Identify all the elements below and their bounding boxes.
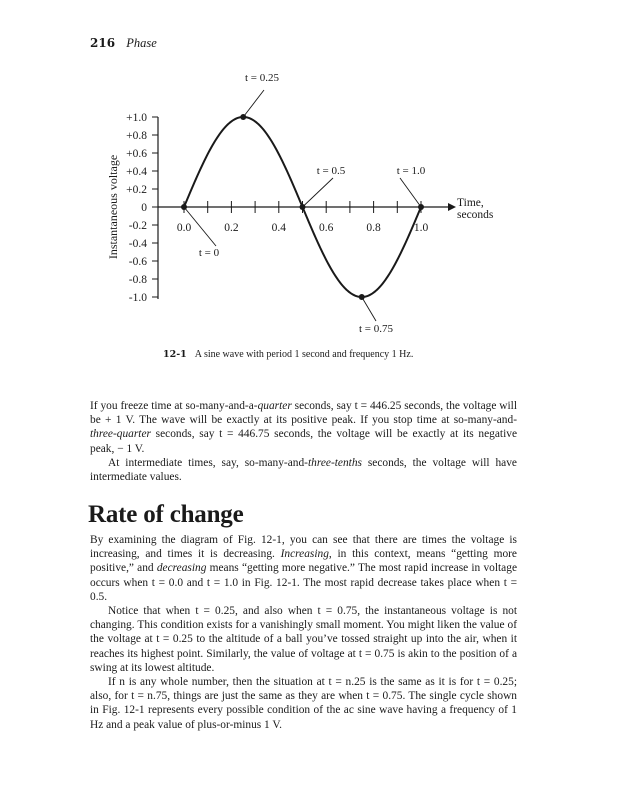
marker-leader-line bbox=[303, 178, 334, 207]
marker-label: t = 0.5 bbox=[316, 165, 346, 177]
y-tick-label: 0 bbox=[141, 202, 147, 214]
y-tick-label: -0.4 bbox=[128, 238, 147, 250]
text-run: seconds, the voltage will have intermediate values. bbox=[90, 456, 517, 484]
marker-leader-line bbox=[362, 297, 376, 321]
y-tick-label: -0.8 bbox=[128, 274, 147, 286]
x-tick-label: 0.4 bbox=[271, 222, 286, 234]
x-tick-label: 1.0 bbox=[413, 222, 429, 234]
paragraph: If n is any whole number, then the situation at t = n.25 is the same as it is for t = 0.25; also, for t = n.75, things are just the same as they are when t = 0.75. The single cycle shown in Fig. 12-1 represents every possible condition of the ac sine wave having a frequency of 1 Hz and a peak value of plus-or-minus 1 V. bbox=[90, 676, 517, 731]
figure-caption bbox=[163, 349, 413, 360]
caption-text: A sine wave with period 1 second and frequency 1 Hz. bbox=[194, 349, 414, 360]
text-run: , in this context, means “getting more positive,” and bbox=[90, 548, 517, 575]
paragraph bbox=[90, 399, 517, 456]
y-tick-label: +0.4 bbox=[126, 166, 147, 178]
section-heading: Rate of change bbox=[88, 501, 244, 528]
y-tick-label: +1.0 bbox=[126, 112, 147, 124]
paragraph: Notice that when t = 0.25, and also when t = 0.75, the instantaneous voltage is not changing. This condition exists for a vanishingly small moment. You might liken the value of the voltage at t = 0.25 to the altitude of a ball you’ve tossed straight up into the air, when it reaches its highest point. Similarly, the value of voltage at t = 0.75 is akin to the position of a swing at its lowest altitude. bbox=[90, 605, 517, 674]
text-run: seconds, say t = 446.25 seconds, the voltage will be + 1 V. The wave will be exactly at its positive peak. If you stop time at so-many-and- bbox=[90, 400, 518, 427]
text-run: means “getting more negative.” The most rapid increase in voltage occurs when t = 0.0 and t = 1.0 in Fig. 12-1. The most rapid decrease takes place when t = 0.5. bbox=[90, 562, 517, 603]
y-tick-label: -0.2 bbox=[128, 220, 147, 232]
emphasis: decreasing bbox=[156, 562, 207, 575]
chart-layer bbox=[126, 72, 456, 335]
x-axis-label-line1: Time, bbox=[457, 197, 484, 209]
y-tick-label: +0.8 bbox=[126, 130, 147, 142]
figure-number: 12-1 bbox=[163, 349, 187, 360]
text-run: By examining the diagram of Fig. 12-1, you can see that there are times the voltage is increasing, and times it is decreasing. bbox=[90, 534, 517, 561]
marker-leader-line bbox=[243, 90, 264, 117]
section-title: Phase bbox=[126, 36, 157, 50]
marker-label: t = 0.25 bbox=[244, 72, 280, 84]
x-axis-label-line2: seconds bbox=[457, 209, 494, 221]
emphasis: quarter bbox=[257, 400, 292, 412]
marker-label: t = 0.75 bbox=[358, 323, 394, 335]
x-tick-label: 0.8 bbox=[366, 222, 381, 234]
x-tick-label: 0.6 bbox=[319, 222, 334, 234]
y-tick-label: -0.6 bbox=[128, 256, 147, 268]
paragraph bbox=[90, 533, 517, 604]
emphasis: three-quarter bbox=[90, 428, 151, 441]
marker-label: t = 1.0 bbox=[396, 165, 426, 177]
text-block-2 bbox=[90, 533, 517, 732]
y-axis-label: Instantaneous voltage bbox=[106, 154, 120, 260]
text-run: seconds, say t = 446.75 seconds, the voltage will be exactly at its negative peak, − 1 V. bbox=[90, 428, 517, 455]
marker-label: t = 0 bbox=[198, 247, 220, 259]
x-tick-label: 0.0 bbox=[176, 222, 192, 234]
text-block-1 bbox=[90, 399, 517, 484]
sine-wave-figure bbox=[0, 0, 627, 380]
page-number: 216 bbox=[90, 36, 116, 50]
y-tick-label: -1.0 bbox=[128, 292, 147, 304]
emphasis: three-tenths bbox=[307, 456, 362, 469]
x-axis-arrow-icon bbox=[448, 203, 456, 211]
y-tick-label: +0.6 bbox=[126, 148, 147, 160]
emphasis: Increasing bbox=[280, 548, 329, 561]
paragraph bbox=[90, 456, 517, 484]
text-run: If you freeze time at so-many-and-a- bbox=[90, 400, 258, 412]
x-tick-label: 0.2 bbox=[224, 222, 239, 234]
marker-leader-line bbox=[400, 178, 421, 207]
y-tick-label: +0.2 bbox=[126, 184, 147, 196]
text-run: At intermediate times, say, so-many-and- bbox=[108, 456, 308, 469]
